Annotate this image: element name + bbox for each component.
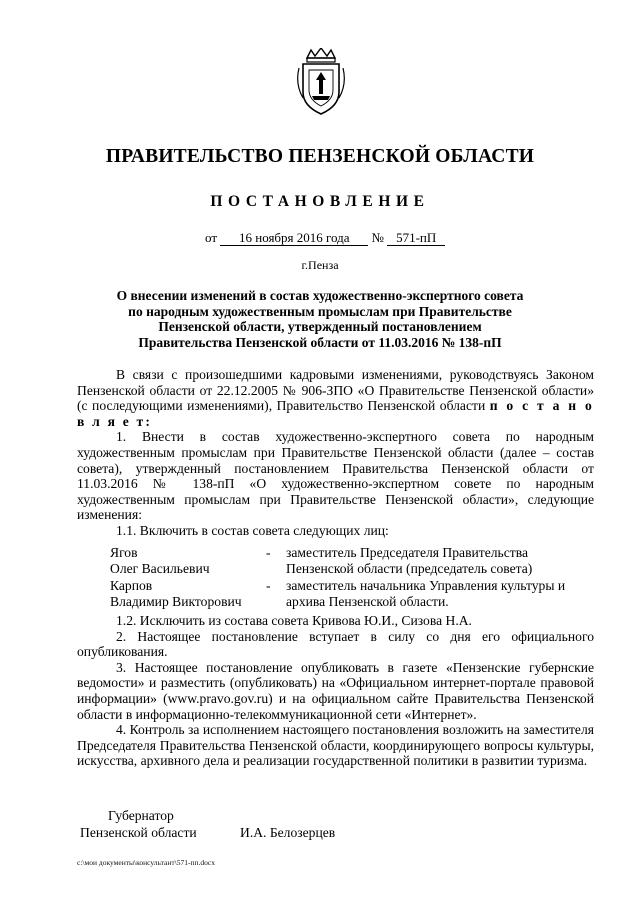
- date-number-line: [205, 230, 445, 246]
- member-dash: -: [266, 578, 271, 594]
- number-prefix: №: [371, 230, 384, 245]
- paragraph-1: 1. Внести в состав художественно-экспертного совета по народным художественным промыслам при Правительстве Пензенской области (далее – состав совета), утвержденный постановлением Правительства Пензенской области от 11.03.2016 № 138-пП «О художественно-экспертном совете по народным художественным промыслам при Правительстве Пензенской области», следующие изменения:: [77, 429, 594, 523]
- intro-paragraph: [77, 367, 594, 429]
- paragraph-4: 4. Контроль за исполнением настоящего постановления возложить на заместителя Председателя Правительства Пензенской области, координирующего вопросы культуры, искусства, архивного дела и реализации государственной политики в развитии туризма.: [77, 722, 594, 769]
- city: г.Пенза: [301, 258, 339, 272]
- member-role: заместитель Председателя Правительства Пензенской области (председатель совета): [286, 545, 533, 576]
- signatory-title-line1: Губернатор: [108, 808, 174, 823]
- paragraph-3: 3. Настоящее постановление опубликовать в газете «Пензенские губернские ведомости» и разместить (опубликовать) на «Официальном интернет-портале правовой информации» (www.pravo.gov.ru) и на официальном сайте Правительства Пензенской области в информационно-телекоммуникационной сети «Интернет».: [77, 659, 594, 722]
- paragraph-1-2: 1.2. Исключить из состава совета Кривова Ю.И., Сизова Н.А.: [116, 613, 472, 628]
- members-list: [110, 545, 600, 611]
- paragraph-2: 2. Настоящее постановление вступает в силу со дня его официального опубликования.: [77, 628, 594, 660]
- decree-word: п о с т а н о в л я е т:: [77, 398, 594, 429]
- member-given-names: Олег Васильевич: [110, 560, 210, 576]
- subject-line: Пензенской области, утвержденный постановлением: [158, 319, 482, 334]
- document-date: 16 ноября 2016 года: [220, 231, 368, 246]
- member-name: [110, 578, 262, 609]
- subject-line: О внесении изменений в состав художественно-экспертного совета: [116, 288, 524, 303]
- subject-line: по народным художественным промыслам при Правительстве: [128, 303, 512, 319]
- member-row: [110, 545, 600, 576]
- paragraph-1-1: 1.1. Включить в состав совета следующих лиц:: [116, 522, 389, 538]
- member-given-names: Владимир Викторович: [110, 593, 242, 609]
- penza-coat-of-arms-icon: [295, 48, 347, 116]
- document-type: ПОСТАНОВЛЕНИЕ: [210, 193, 430, 210]
- member-surname: Карпов: [110, 578, 153, 594]
- signatory-title-line2: Пензенской области: [80, 825, 197, 840]
- intro-text: В связи с произошедшими кадровыми изменениями, руководствуясь Законом Пензенской области от 22.12.2005 № 906-ЗПО «О Правительстве Пензенской области» (с последующими изменениями), Правительство Пензенской области: [77, 367, 594, 414]
- document-body-top: [77, 367, 594, 539]
- signatory-name: И.А. Белозерцев: [240, 825, 336, 840]
- government-title: ПРАВИТЕЛЬСТВО ПЕНЗЕНСКОЙ ОБЛАСТИ: [105, 146, 535, 167]
- subject-line: Правительства Пензенской области от 11.03.2016 № 138-пП: [138, 334, 502, 350]
- document-body-bottom: [77, 613, 594, 769]
- member-role: заместитель начальника Управления культуры и архива Пензенской области.: [286, 578, 566, 609]
- member-row: [110, 578, 600, 609]
- member-name: [110, 545, 262, 576]
- file-path-footer: c:\мои документы\консультант\571-пп.docx: [77, 858, 215, 867]
- date-prefix: от: [205, 230, 218, 245]
- document-number: 571-пП: [387, 231, 445, 246]
- document-subject: [0, 288, 640, 350]
- member-surname: Ягов: [110, 545, 138, 560]
- member-dash: -: [266, 545, 271, 560]
